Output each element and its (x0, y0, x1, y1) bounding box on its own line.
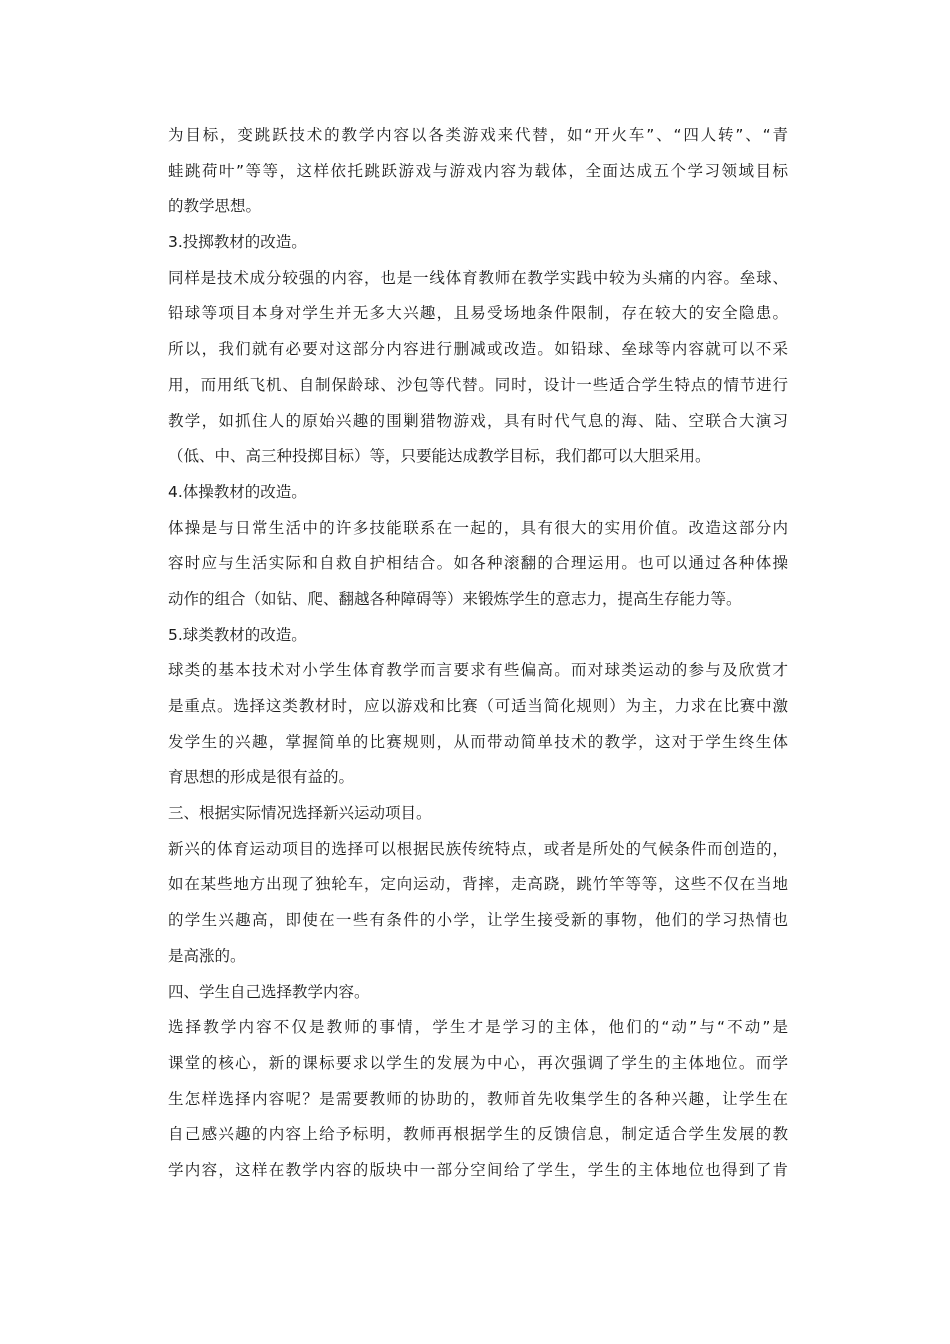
text-line: 如在某些地方出现了独轮车，定向运动，背摔，走高跷，跳竹竿等等，这些不仅在当地 (168, 875, 788, 894)
paragraph (168, 653, 788, 796)
text-line: 是高涨的。 (168, 946, 246, 965)
text-line: 的教学思想。 (168, 197, 262, 216)
text-line: 动作的组合（如钻、爬、翻越各种障碍等）来锻炼学生的意志力，提高生存能力等。 (168, 589, 742, 608)
text-line: 体操是与日常生活中的许多技能联系在一起的，具有很大的实用价值。改造这部分内 (168, 518, 788, 537)
text-line: 铅球等项目本身对学生并无多大兴趣，且易受场地条件限制，存在较大的安全隐患。 (168, 304, 788, 323)
document-page (168, 118, 788, 1189)
text-line: 同样是技术成分较强的内容，也是一线体育教师在教学实践中较为头痛的内容。垒球、 (168, 268, 788, 287)
text-line: 教学，如抓住人的原始兴趣的围剿猎物游戏，具有时代气息的海、陆、空联合大演习 (168, 411, 788, 430)
text-line: 用，而用纸飞机、自制保龄球、沙包等代替。同时，设计一些适合学生特点的情节进行 (168, 375, 788, 394)
text-line: 生怎样选择内容呢？是需要教师的协助的，教师首先收集学生的各种兴趣，让学生在 (168, 1089, 788, 1108)
section-heading: 三、根据实际情况选择新兴运动项目。 (168, 804, 432, 823)
text-line: 所以，我们就有必要对这部分内容进行删减或改造。如铅球、垒球等内容就可以不采 (168, 340, 788, 359)
text-line: 课堂的核心，新的课标要求以学生的发展为中心，再次强调了学生的主体地位。而学 (168, 1053, 788, 1072)
paragraph (168, 118, 788, 225)
paragraph (168, 511, 788, 618)
text-line: 发学生的兴趣，掌握简单的比赛规则，从而带动简单技术的教学，这对于学生终生体 (168, 732, 788, 751)
text-line: 育思想的形成是很有益的。 (168, 768, 355, 787)
paragraph (168, 261, 788, 475)
text-line: 蛙跳荷叶”等等，这样依托跳跃游戏与游戏内容为载体，全面达成五个学习领域目标 (168, 161, 788, 180)
text-line: 选择教学内容不仅是教师的事情，学生才是学习的主体，他们的“动”与“不动”是 (168, 1018, 788, 1037)
text-line: 自己感兴趣的内容上给予标明，教师再根据学生的反馈信息，制定适合学生发展的教 (168, 1125, 788, 1144)
text-line: 的学生兴趣高，即使在一些有条件的小学，让学生接受新的事物，他们的学习热情也 (168, 911, 788, 930)
text-line: 学内容，这样在教学内容的版块中一部分空间给了学生，学生的主体地位也得到了肯 (168, 1160, 788, 1179)
section-heading: 5.球类教材的改造。 (168, 625, 307, 644)
text-line: 容时应与生活实际和自救自护相结合。如各种滚翻的合理运用。也可以通过各种体操 (168, 554, 788, 573)
section-heading: 3.投掷教材的改造。 (168, 233, 307, 252)
text-line: 为目标，变跳跃技术的教学内容以各类游戏来代替，如“开火车”、“四人转”、“青 (168, 126, 788, 144)
section-heading: 四、学生自己选择教学内容。 (168, 982, 370, 1001)
text-line: （低、中、高三种投掷目标）等，只要能达成教学目标，我们都可以大胆采用。 (168, 447, 711, 466)
paragraph (168, 832, 788, 975)
text-line: 球类的基本技术对小学生体育教学而言要求有些偏高。而对球类运动的参与及欣赏才 (168, 661, 788, 680)
section-heading: 4.体操教材的改造。 (168, 482, 307, 501)
paragraph (168, 1010, 788, 1188)
text-line: 新兴的体育运动项目的选择可以根据民族传统特点，或者是所处的气候条件而创造的， (168, 839, 788, 858)
text-line: 是重点。选择这类教材时，应以游戏和比赛（可适当简化规则）为主，力求在比赛中激 (168, 697, 788, 715)
